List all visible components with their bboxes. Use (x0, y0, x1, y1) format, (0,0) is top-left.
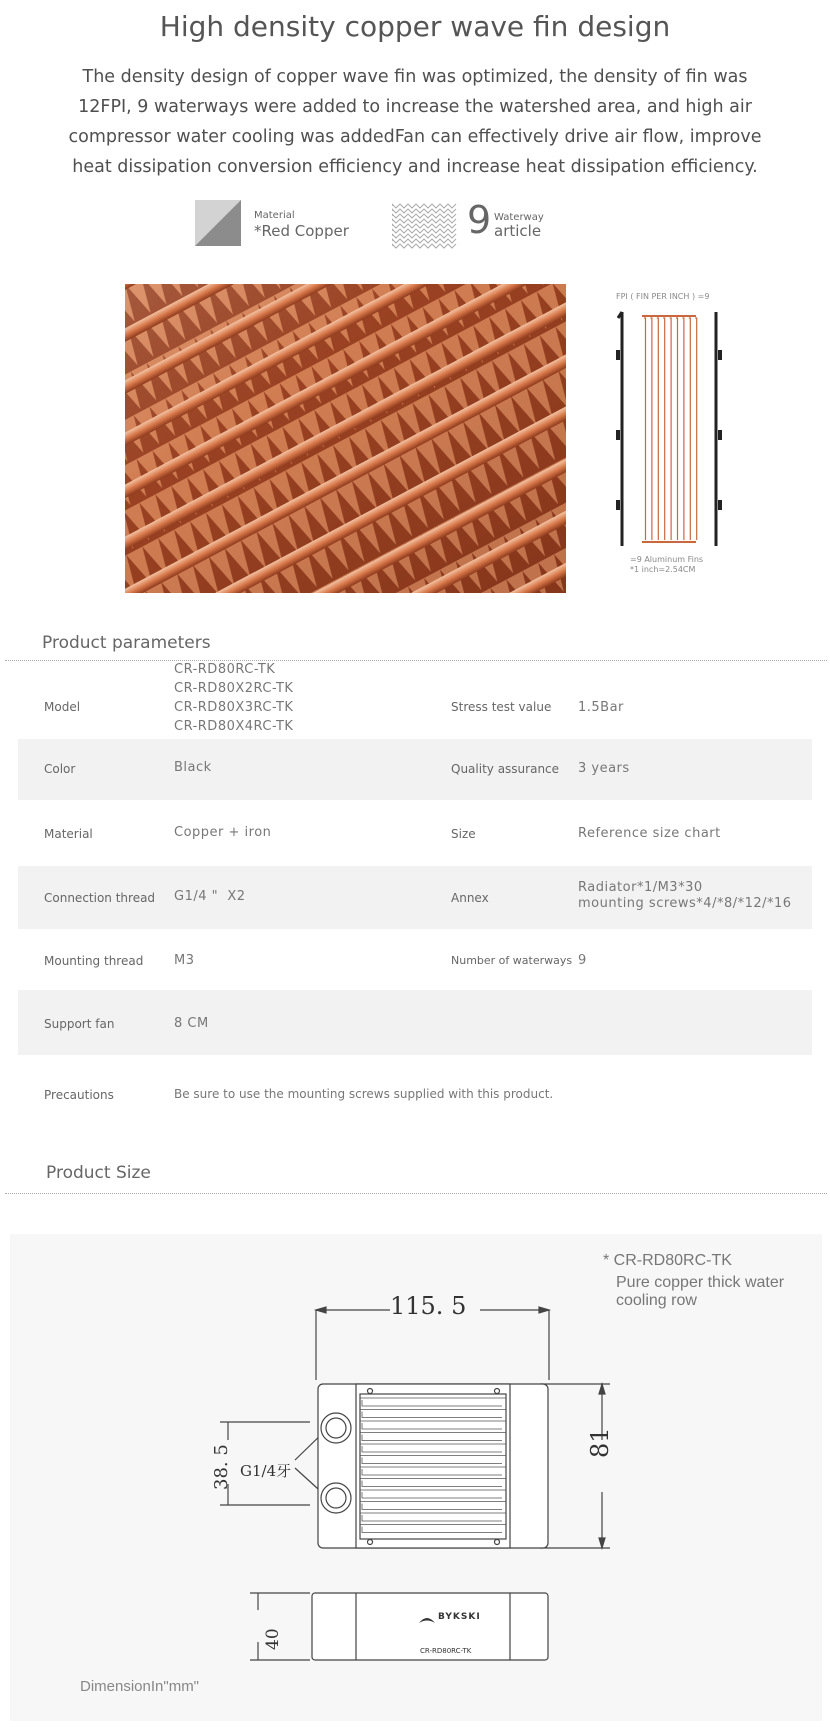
param-value: mounting screws*4/*8/*12/*16 (578, 896, 792, 911)
param-value: CR-RD80RC-TK (174, 662, 276, 677)
fin-cross-section-diagram (616, 310, 722, 550)
param-label: Color (44, 762, 76, 776)
param-label: Size (451, 827, 476, 841)
height-dimension-label: 81 (586, 1427, 614, 1458)
param-value: 9 (578, 953, 587, 968)
param-label: Number of waterways (451, 954, 573, 967)
page-title: High density copper wave fin design (159, 10, 671, 43)
brand-label: BYKSKI (438, 1612, 481, 1622)
param-label: Stress test value (451, 700, 552, 714)
param-value: Reference size chart (578, 826, 721, 841)
size-description-line: cooling row (616, 1292, 697, 1309)
param-label: Material (44, 827, 93, 841)
waterway-label: Waterway (494, 212, 544, 223)
param-label: Quality assurance (451, 762, 560, 776)
size-section-title: Product Size (46, 1163, 151, 1183)
param-label: Annex (451, 891, 489, 905)
section-divider (5, 1193, 827, 1194)
param-label: Mounting thread (44, 954, 144, 968)
width-dimension-label: 115. 5 (390, 1292, 467, 1320)
param-value: Copper + iron (174, 825, 272, 840)
model-plate-label: CR-RD80RC-TK (420, 1647, 472, 1655)
param-value: Be sure to use the mounting screws supplied with this product. (174, 1087, 554, 1101)
waterway-value: article (494, 222, 542, 240)
aluminum-fins-note: =9 Aluminum Fins (630, 555, 704, 564)
hero-description: The density design of copper wave fin was optimized, the density of fin was 12FPI, 9 waterways were added to increase the watershed area, and high air compressor water cooling was addedFan can effectively drive air flow, improve heat dissipation conversion efficiency and increase heat dissipation efficiency. (68, 67, 762, 177)
thread-label: G1/4牙 (240, 1462, 292, 1480)
param-value: CR-RD80X4RC-TK (174, 719, 294, 734)
size-description-line: Pure copper thick water (616, 1274, 785, 1291)
size-model-note: * CR-RD80RC-TK (603, 1252, 732, 1269)
param-value: M3 (174, 953, 195, 968)
param-value: CR-RD80X2RC-TK (174, 681, 294, 696)
param-value: 1.5Bar (578, 700, 624, 715)
fpi-label: FPI ( FIN PER INCH ) =9 (616, 292, 710, 301)
param-row-support-fan (18, 990, 812, 1055)
params-section-title: Product parameters (42, 633, 211, 653)
param-label: Connection thread (44, 891, 156, 905)
dimension-unit-caption: DimensionIn"mm" (80, 1678, 200, 1695)
material-value: *Red Copper (254, 222, 349, 240)
param-label: Precautions (44, 1088, 114, 1102)
param-value: G1/4 " X2 (174, 889, 246, 904)
material-swatch-icon (195, 200, 241, 246)
param-value: 3 years (578, 761, 630, 776)
waterway-number: 9 (467, 198, 492, 242)
thickness-dimension-label: 40 (263, 1628, 283, 1650)
param-value: Radiator*1/M3*30 (578, 880, 703, 895)
param-row-model (18, 661, 812, 738)
material-label: Material (254, 210, 295, 221)
param-value: Black (174, 760, 212, 775)
param-label: Model (44, 700, 81, 714)
param-value: CR-RD80X3RC-TK (174, 700, 294, 715)
param-value: 8 CM (174, 1016, 209, 1031)
inch-conversion-note: *1 inch=2.54CM (630, 565, 696, 574)
param-row-color (18, 739, 812, 800)
param-label: Support fan (44, 1017, 115, 1031)
bykski-logo-icon (418, 1610, 436, 1622)
copper-fin-photo (125, 284, 566, 593)
port-spacing-label: 38. 5 (211, 1444, 232, 1490)
wave-fin-icon (392, 202, 458, 250)
